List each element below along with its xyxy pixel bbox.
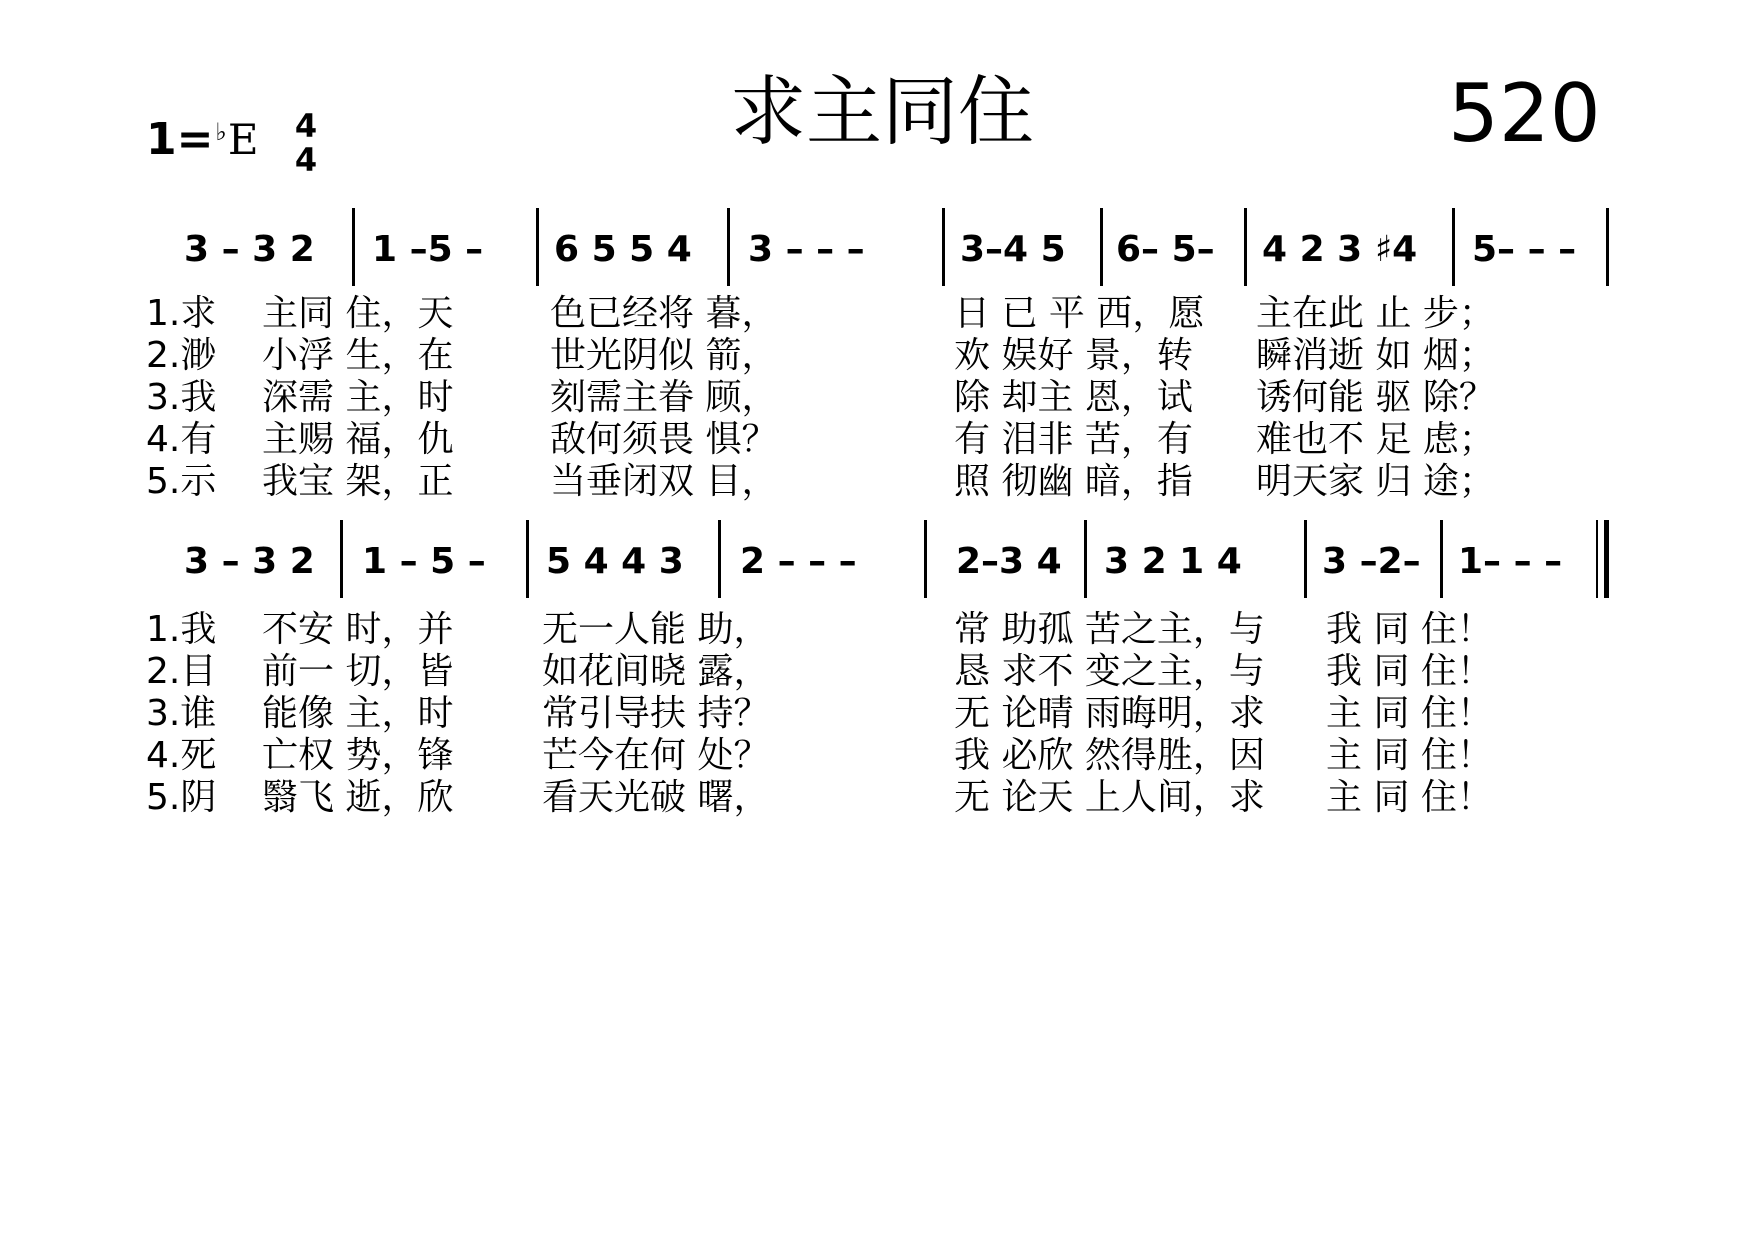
measure: 1– – – (1458, 541, 1563, 582)
lyric-segment: 3.我 (146, 377, 217, 418)
lyric-segment: 主 同 住！ (1326, 735, 1493, 776)
lyric-segment: 日 已 平 西，愿 (954, 293, 1205, 334)
barline (1440, 520, 1443, 598)
measure: 5 4 4 3 (546, 541, 684, 582)
measure: 3 – – – (748, 229, 865, 270)
lyric-segment: 5.阴 (146, 777, 217, 818)
lyric-segment: 有 泪非 苦，有 (954, 419, 1193, 460)
lyric-segment: 主 同 住！ (1326, 693, 1493, 734)
lyric-segment: 主同 住，天 (262, 293, 454, 334)
key-prefix: 1= (146, 114, 214, 165)
measure: 3 – 3 2 (184, 229, 315, 270)
lyric-segment: 前一 切，皆 (262, 651, 454, 692)
measure: 2–3 4 (956, 541, 1062, 582)
lyric-segment: 照 彻幽 暗，指 (954, 461, 1193, 502)
lyric-segment: 世光阴似 箭， (550, 335, 778, 376)
lyric-segment: 不安 时，并 (262, 609, 454, 650)
time-numerator: 4 (294, 107, 318, 145)
lyric-segment: 明天家 归 途； (1256, 461, 1495, 502)
lyric-segment: 我宝 架，正 (262, 461, 454, 502)
barline (924, 520, 927, 598)
lyric-segment: 无 论天 上人间，求 (954, 777, 1265, 818)
barline (1606, 208, 1609, 286)
measure: 5– – – (1472, 229, 1577, 270)
lyric-segment: 我 同 住！ (1326, 651, 1493, 692)
measure: 3–4 5 (960, 229, 1066, 270)
lyric-segment: 无 论晴 雨晦明，求 (954, 693, 1265, 734)
lyric-segment: 难也不 足 虑； (1256, 419, 1495, 460)
lyric-segment: 5.示 (146, 461, 217, 502)
lyric-segment: 2.目 (146, 651, 217, 692)
barline (718, 520, 721, 598)
lyric-segment: 诱何能 驱 除？ (1256, 377, 1495, 418)
lyric-segment: 芒今在何 处？ (542, 735, 770, 776)
lyric-segment: 深需 主，时 (262, 377, 454, 418)
lyric-segment: 当垂闭双 目， (550, 461, 778, 502)
lyric-segment: 翳飞 逝，欣 (262, 777, 454, 818)
hymn-number: 520 (1448, 67, 1601, 160)
barline (340, 520, 343, 598)
lyric-segment: 4.有 (146, 419, 217, 460)
barline (1304, 520, 1307, 598)
lyric-segment: 亡权 势，锋 (262, 735, 454, 776)
flat-sign: ♭ (215, 118, 227, 146)
time-denominator: 4 (294, 141, 318, 179)
lyric-segment: 我 必欣 然得胜，因 (954, 735, 1265, 776)
measure: 3 2 1 4 (1104, 541, 1242, 582)
lyric-segment: 1.我 (146, 609, 217, 650)
lyric-segment: 4.死 (146, 735, 217, 776)
time-signature (286, 107, 326, 179)
barline (942, 208, 945, 286)
lyric-segment: 无一人能 助， (542, 609, 770, 650)
barline (1084, 520, 1087, 598)
final-barline-thin (1596, 520, 1598, 598)
barline (727, 208, 730, 286)
lyric-segment: 除 却主 恩，试 (954, 377, 1193, 418)
measure: 1 – 5 – (362, 541, 486, 582)
hymn-title: 求主同住 (730, 67, 1034, 156)
measure: 6– 5– (1116, 229, 1215, 270)
lyric-segment: 瞬消逝 如 烟； (1256, 335, 1495, 376)
barline (1244, 208, 1247, 286)
barline (536, 208, 539, 286)
measure: 2 – – – (740, 541, 857, 582)
lyric-segment: 小浮 生，在 (262, 335, 454, 376)
lyric-segment: 刻需主眷 顾， (550, 377, 778, 418)
final-barline-thick (1604, 520, 1609, 598)
barline (526, 520, 529, 598)
lyric-segment: 欢 娱好 景，转 (954, 335, 1193, 376)
lyric-segment: 常 助孤 苦之主，与 (954, 609, 1265, 650)
lyric-segment: 主在此 止 步； (1256, 293, 1495, 334)
measure: 1 –5 – (372, 229, 484, 270)
key-note: E (227, 115, 259, 164)
lyric-segment: 如花间晓 露， (542, 651, 770, 692)
measure: 3 –2– (1322, 541, 1421, 582)
lyric-segment: 2.渺 (146, 335, 217, 376)
lyric-segment: 1.求 (146, 293, 217, 334)
lyric-segment: 恳 求不 变之主，与 (954, 651, 1265, 692)
lyric-segment: 看天光破 曙， (542, 777, 770, 818)
measure: 4 2 3 ♯4 (1262, 229, 1418, 270)
lyric-segment: 能像 主，时 (262, 693, 454, 734)
barline (352, 208, 355, 286)
measure: 6 5 5 4 (554, 229, 692, 270)
lyric-segment: 色已经将 暮， (550, 293, 778, 334)
barline (1100, 208, 1103, 286)
lyric-segment: 敌何须畏 惧？ (550, 419, 778, 460)
lyric-segment: 主赐 福，仇 (262, 419, 454, 460)
lyric-segment: 我 同 住！ (1326, 609, 1493, 650)
lyric-segment: 3.谁 (146, 693, 217, 734)
lyric-segment: 常引导扶 持？ (542, 693, 770, 734)
lyric-segment: 主 同 住！ (1326, 777, 1493, 818)
measure: 3 – 3 2 (184, 541, 315, 582)
key-signature (146, 114, 259, 165)
barline (1452, 208, 1455, 286)
